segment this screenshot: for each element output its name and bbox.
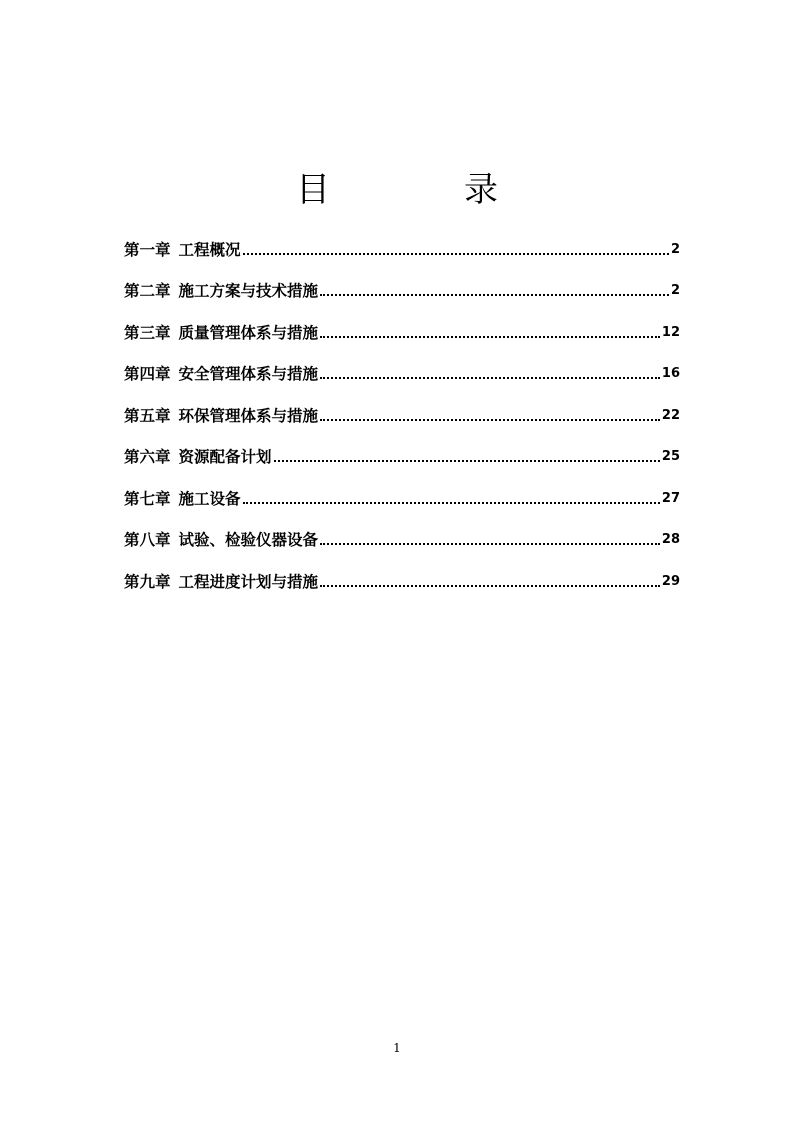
toc-page-number: 28 [661,532,680,547]
toc-chapter-number: 第一章 [124,239,171,259]
toc-entry-4[interactable] [124,343,680,385]
toc-dot-leader [320,543,660,545]
toc-chapter-title: 资源配备计划 [178,447,272,466]
toc-entry-9[interactable] [124,550,680,592]
toc-chapter-number: 第二章 [124,281,171,300]
toc-dot-leader [320,336,660,338]
toc-dot-leader [274,460,660,462]
page-number-footer: 1 [393,1041,401,1055]
toc-chapter-title: 工程进度计划与措施 [178,571,319,591]
toc-dot-leader [320,585,660,587]
toc-entry-1[interactable] [124,218,680,260]
toc-page-number: 25 [661,449,680,464]
toc-chapter-title: 质量管理体系与措施 [178,322,319,342]
toc-entry-2[interactable] [124,260,680,302]
toc-dot-leader [243,253,669,255]
toc-page-number: 12 [661,324,680,340]
toc-chapter-title: 环保管理体系与措施 [178,405,319,425]
toc-chapter-number: 第六章 [124,447,171,466]
toc-chapter-title: 施工方案与技术措施 [178,281,319,300]
toc-entry-3[interactable] [124,301,680,343]
toc-chapter-number: 第五章 [124,405,171,425]
toc-chapter-title: 安全管理体系与措施 [178,364,319,383]
toc-dot-leader [243,502,660,504]
toc-entry-8[interactable] [124,509,680,551]
toc-entry-7[interactable] [124,467,680,509]
toc-chapter-number: 第三章 [124,322,171,342]
toc-page-number: 2 [670,283,680,298]
toc-chapter-title: 工程概况 [178,239,241,259]
toc-chapter-number: 第八章 [124,530,171,549]
toc-dot-leader [320,419,660,421]
toc-chapter-title: 施工设备 [178,488,241,508]
toc-page-number: 29 [661,573,680,589]
toc-chapter-number: 第九章 [124,571,171,591]
toc-page-number: 2 [670,241,680,257]
table-of-contents [124,218,680,592]
toc-page-number: 27 [661,490,680,506]
toc-entry-5[interactable] [124,384,680,426]
toc-chapter-title: 试验、检验仪器设备 [178,530,319,549]
toc-page-number: 16 [661,366,680,381]
toc-dot-leader [320,294,669,296]
page-title: 目 录 [296,170,548,210]
toc-chapter-number: 第七章 [124,488,171,508]
toc-dot-leader [320,377,660,379]
toc-page-number: 22 [661,407,680,423]
toc-entry-6[interactable] [124,426,680,468]
toc-chapter-number: 第四章 [124,364,171,383]
